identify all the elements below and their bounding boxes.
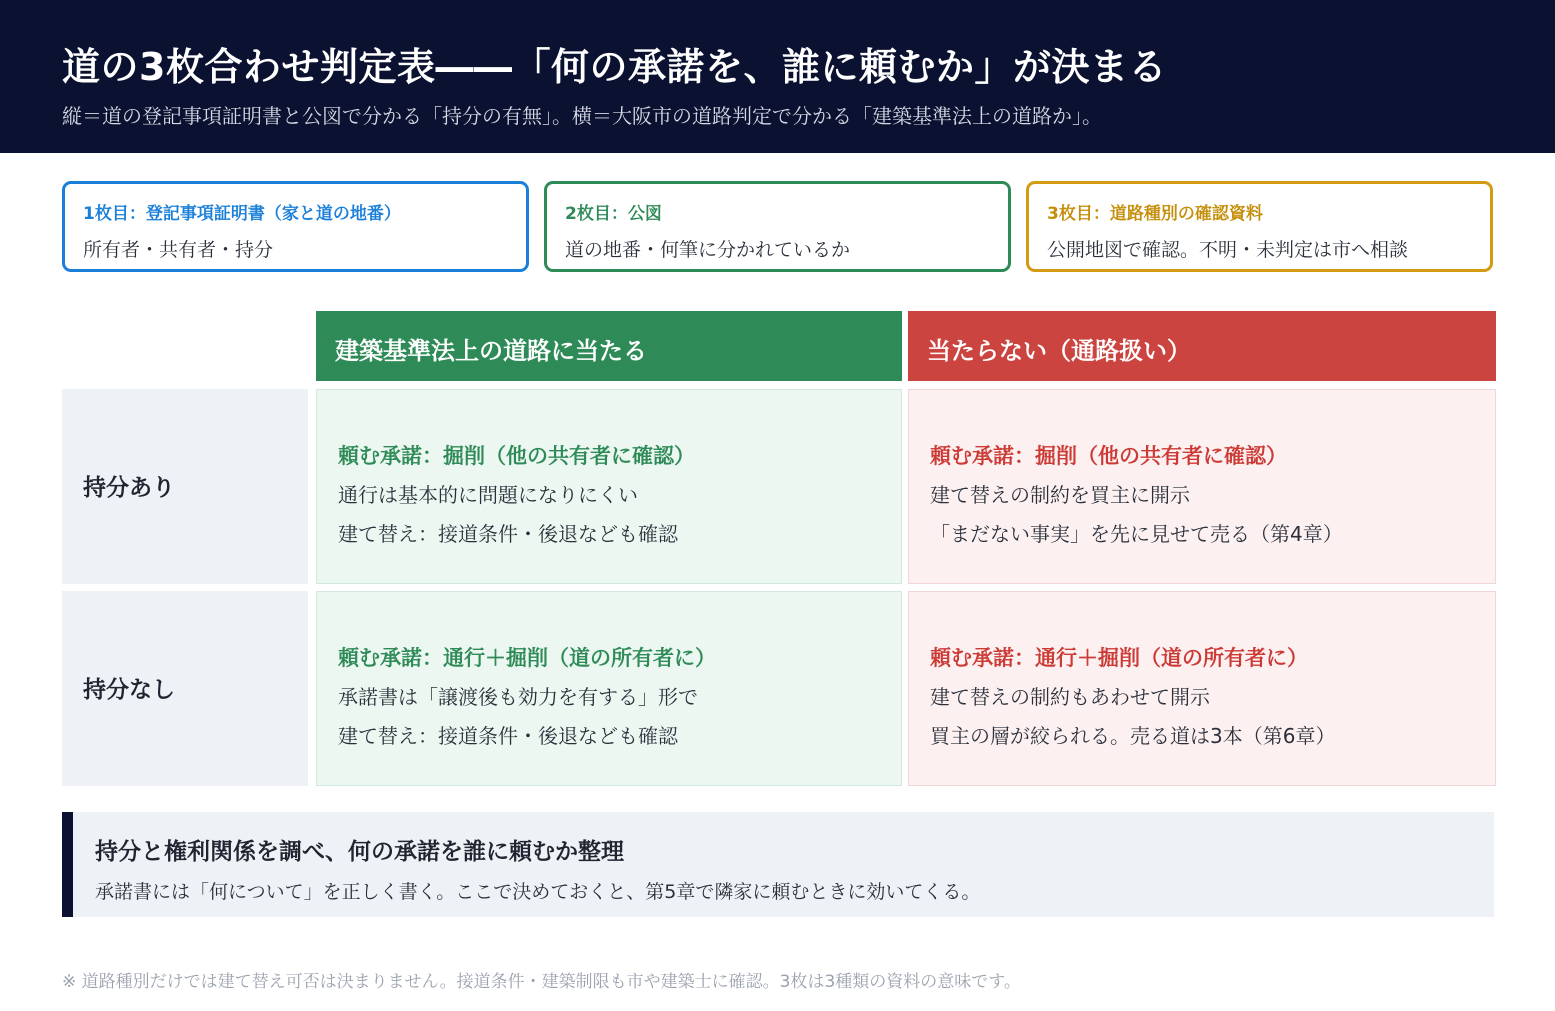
cell-heading: 頼む承諾：通行＋掘削（道の所有者に） xyxy=(930,646,1308,670)
summary-title: 持分と権利関係を調べ、何の承諾を誰に頼むか整理 xyxy=(95,839,624,865)
document-card-road-type xyxy=(1026,181,1493,272)
row-header-has-share xyxy=(62,389,308,584)
row-header-no-share xyxy=(62,591,308,786)
matrix-cell-share-road xyxy=(316,389,902,584)
cell-line: 承諾書は「譲渡後も効力を有する」形で xyxy=(338,685,698,709)
cell-line: 通行は基本的に問題になりにくい xyxy=(338,483,638,507)
footnote: ※ 道路種別だけでは建て替え可否は決まりません。接道条件・建築制限も市や建築士に確認。3枚は3種類の資料の意味です。 xyxy=(62,972,1021,992)
cell-line: 建て替えの制約を買主に開示 xyxy=(930,483,1190,507)
document-card-label: 3枚目：道路種別の確認資料 xyxy=(1047,204,1263,224)
column-header-legal-road xyxy=(316,311,902,381)
page-title: 道の3枚合わせ判定表――「何の承諾を、誰に頼むか」が決まる xyxy=(62,45,1167,89)
document-card-desc: 道の地番・何筆に分かれているか xyxy=(565,239,851,261)
summary-box xyxy=(62,812,1494,917)
document-card-cadastral-map xyxy=(544,181,1011,272)
cell-line: 建て替えの制約もあわせて開示 xyxy=(930,685,1210,709)
document-card-label: 1枚目：登記事項証明書（家と道の地番） xyxy=(83,204,401,224)
row-header-label: 持分あり xyxy=(83,475,175,501)
column-header-not-road xyxy=(908,311,1496,381)
matrix-cell-noshare-passage xyxy=(908,591,1496,786)
row-header-label: 持分なし xyxy=(83,677,175,703)
column-header-label: 建築基準法上の道路に当たる xyxy=(335,337,647,365)
matrix-cell-share-passage xyxy=(908,389,1496,584)
cell-line: 買主の層が絞られる。売る道は3本（第6章） xyxy=(930,724,1336,748)
page-header xyxy=(0,0,1555,153)
summary-desc: 承諾書には「何について」を正しく書く。ここで決めておくと、第5章で隣家に頼むときに効いてくる。 xyxy=(95,881,981,903)
cell-line: 建て替え：接道条件・後退なども確認 xyxy=(338,724,678,748)
cell-heading: 頼む承諾：通行＋掘削（道の所有者に） xyxy=(338,646,716,670)
cell-heading: 頼む承諾：掘削（他の共有者に確認） xyxy=(930,444,1287,468)
cell-line: 建て替え：接道条件・後退なども確認 xyxy=(338,522,678,546)
document-card-registry xyxy=(62,181,529,272)
document-card-label: 2枚目：公図 xyxy=(565,204,662,224)
document-card-desc: 所有者・共有者・持分 xyxy=(83,239,274,261)
column-header-label: 当たらない（通路扱い） xyxy=(927,337,1191,365)
document-card-desc: 公開地図で確認。不明・未判定は市へ相談 xyxy=(1047,239,1409,261)
matrix-cell-noshare-road xyxy=(316,591,902,786)
page-subtitle: 縦＝道の登記事項証明書と公図で分かる「持分の有無」。横＝大阪市の道路判定で分かる「建築基準法上の道路か」。 xyxy=(62,104,1102,128)
cell-heading: 頼む承諾：掘削（他の共有者に確認） xyxy=(338,444,695,468)
cell-line: 「まだない事実」を先に見せて売る（第4章） xyxy=(930,522,1343,546)
